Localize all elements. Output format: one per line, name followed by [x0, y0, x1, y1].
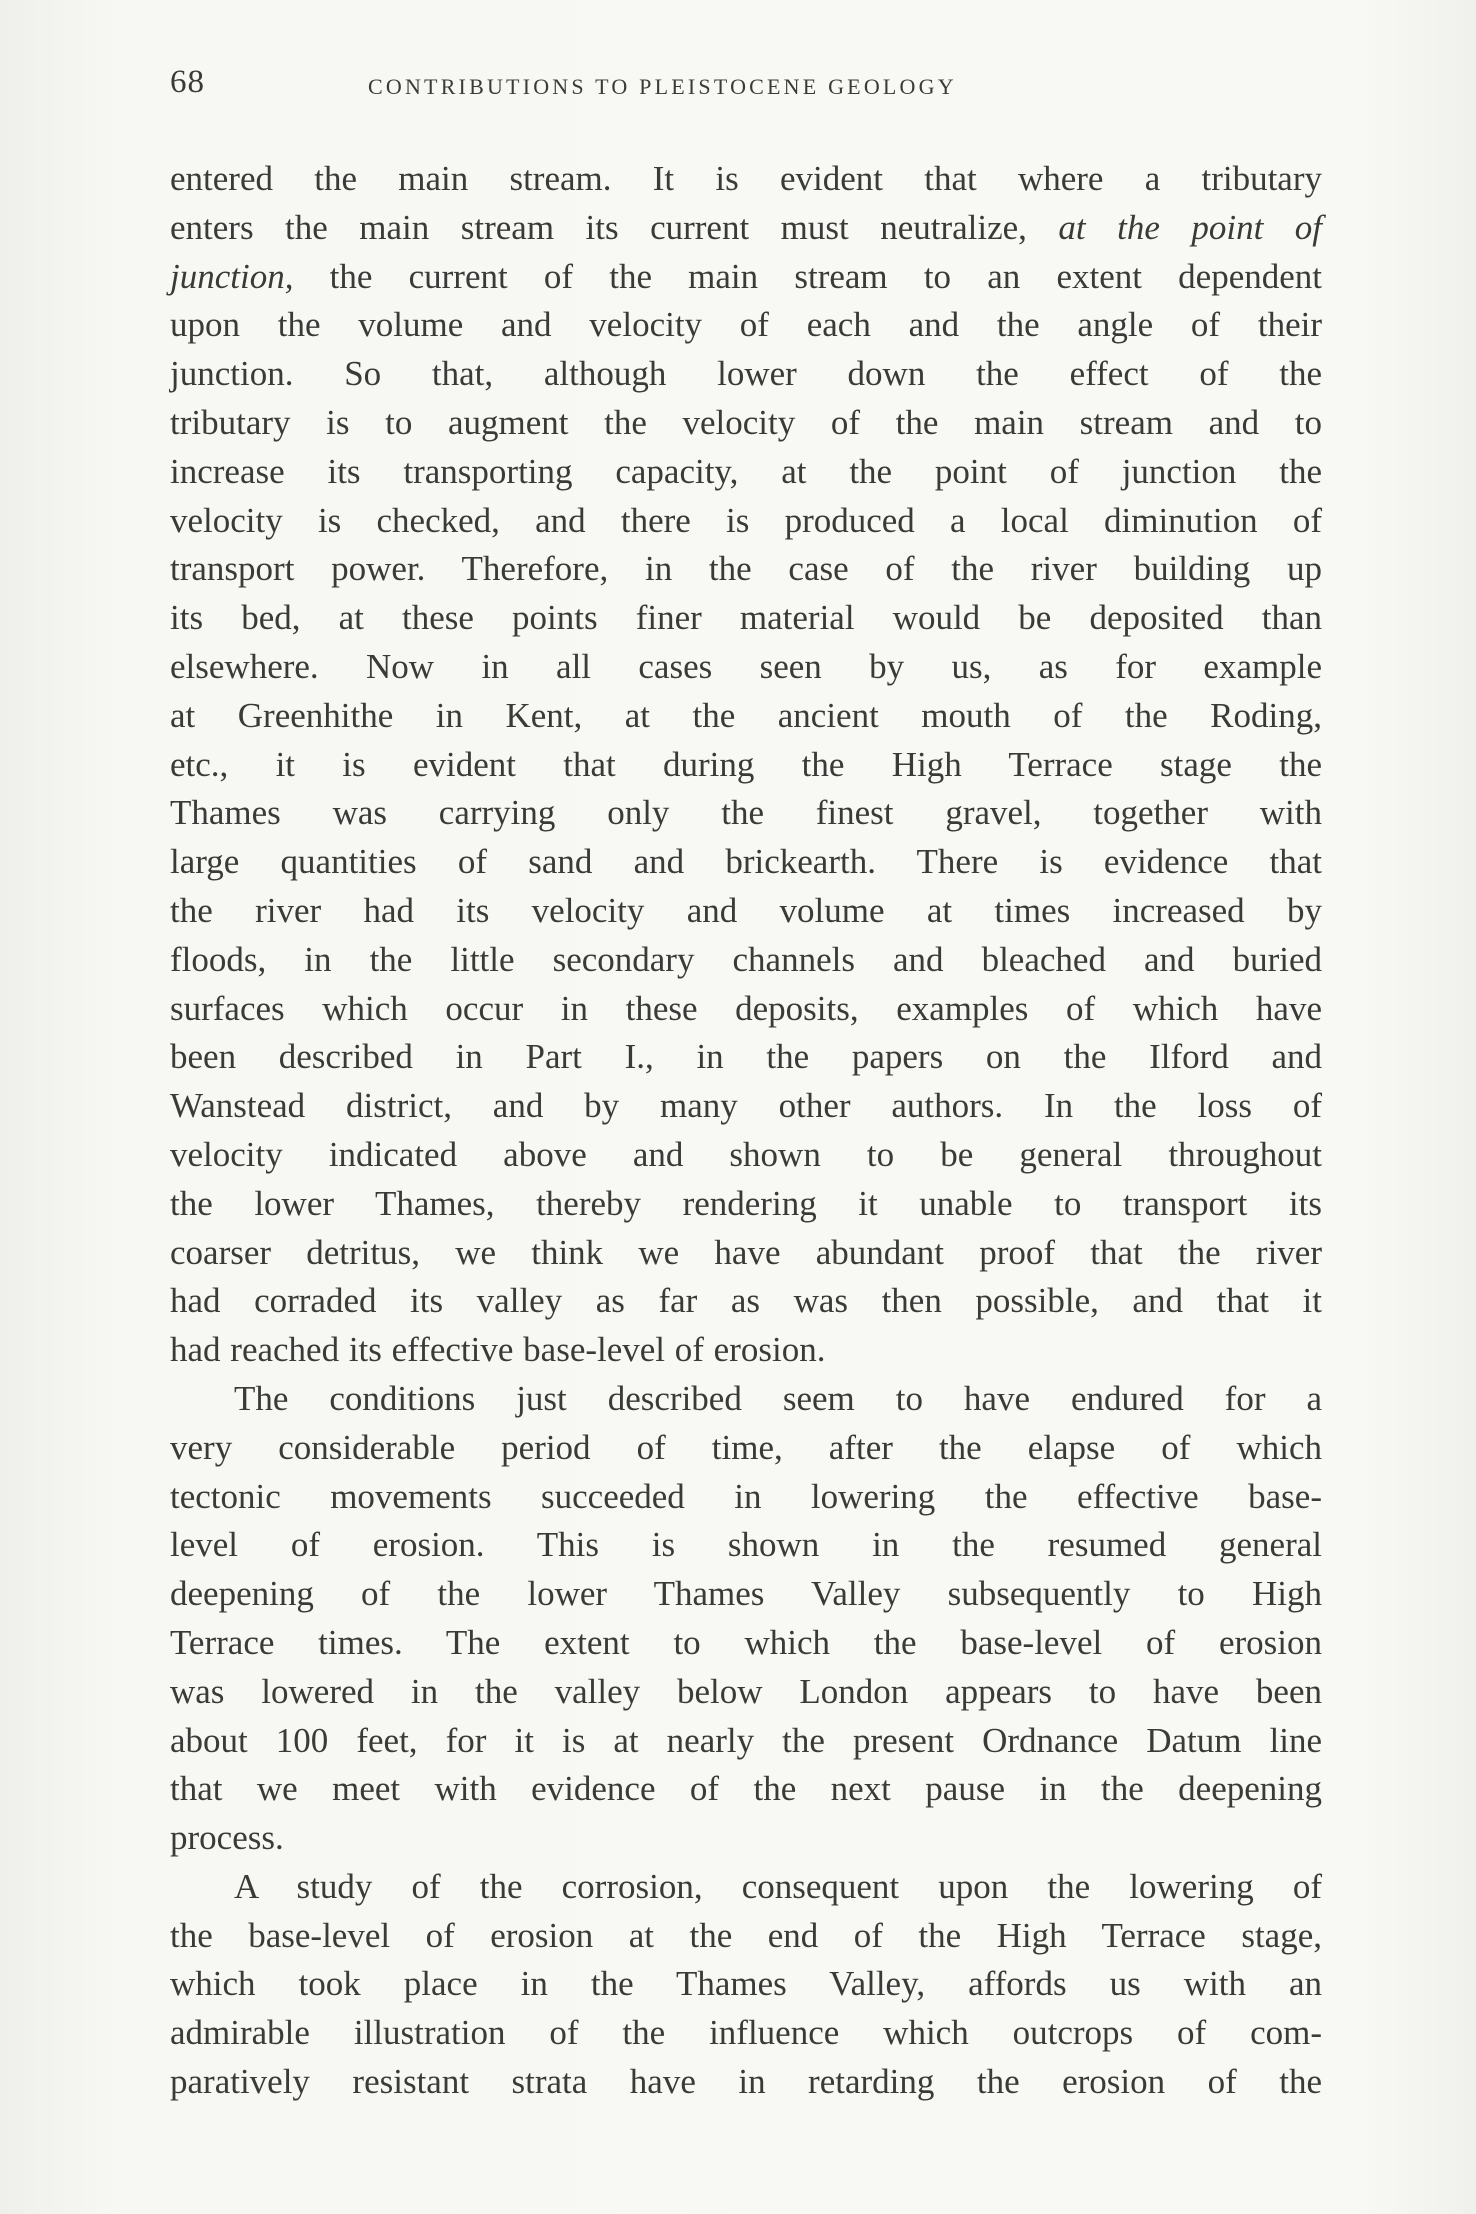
text-line: had reached its effective base-level of erosion.	[170, 1330, 826, 1370]
text-line: junction. So that, although lower down the effect of the	[170, 354, 1322, 394]
italic-phrase: junction,	[170, 256, 294, 296]
text-line: admirable illustration of the influence which outcrops of com-	[170, 2013, 1322, 2053]
text-line: at Greenhithe in Kent, at the ancient mouth of the Roding,	[170, 695, 1322, 735]
text-line: etc., it is evident that during the High Terrace stage the	[170, 744, 1322, 784]
text-line: very considerable period of time, after the elapse of which	[170, 1427, 1322, 1467]
text-line: was lowered in the valley below London appears to have been	[170, 1671, 1322, 1711]
text-line: about 100 feet, for it is at nearly the present Ordnance Datum line	[170, 1720, 1322, 1760]
paragraph-2	[170, 1375, 1322, 1863]
italic-phrase: at the point of	[1058, 207, 1323, 247]
text-span: the current of the main stream to an extent dependent	[329, 256, 1322, 296]
body-text	[170, 155, 1322, 2107]
text-line: tributary is to augment the velocity of the main stream and to	[170, 402, 1322, 442]
running-head-title: CONTRIBUTIONS TO PLEISTOCENE GEOLOGY	[368, 74, 957, 99]
text-line: entered the main stream. It is evident that where a tributary	[170, 159, 1322, 198]
text-line: process.	[170, 1818, 284, 1858]
text-line: coarser detritus, we think we have abundant proof that the river	[170, 1232, 1322, 1272]
text-line: transport power. Therefore, in the case of the river building up	[170, 549, 1322, 589]
text-line: the base-level of erosion at the end of the High Terrace stage,	[170, 1915, 1322, 1955]
text-line: upon the volume and velocity of each and the angle of their	[170, 305, 1322, 345]
text-line: Thames was carrying only the finest gravel, together with	[170, 793, 1322, 833]
text-line: elsewhere. Now in all cases seen by us, as for example	[170, 646, 1322, 686]
text-line: floods, in the little secondary channels and bleached and buried	[170, 939, 1322, 979]
text-line: large quantities of sand and brickearth. There is evidence that	[170, 842, 1322, 882]
text-line: its bed, at these points finer material would be deposited than	[170, 598, 1322, 638]
text-span: enters the main stream its current must neutralize,	[170, 207, 1027, 247]
text-line: that we meet with evidence of the next pause in the deepening	[170, 1769, 1322, 1809]
text-line	[170, 253, 1322, 302]
text-line: which took place in the Thames Valley, affords us with an	[170, 1964, 1322, 2004]
text-line: surfaces which occur in these deposits, examples of which have	[170, 988, 1322, 1028]
text-line: deepening of the lower Thames Valley subsequently to High	[170, 1574, 1322, 1614]
text-line	[170, 204, 1322, 253]
text-line: velocity indicated above and shown to be general throughout	[170, 1134, 1322, 1174]
text-line: The conditions just described seem to have endured for a	[234, 1378, 1322, 1418]
text-line: level of erosion. This is shown in the resumed general	[170, 1525, 1322, 1565]
text-line: the river had its velocity and volume at times increased by	[170, 890, 1322, 930]
page-number: 68	[170, 64, 205, 100]
text-line: tectonic movements succeeded in lowering the effective base-	[170, 1476, 1322, 1516]
running-head	[170, 64, 1320, 114]
text-line: Wanstead district, and by many other authors. In the loss of	[170, 1086, 1322, 1126]
paragraph-1	[170, 155, 1322, 1375]
text-line: increase its transporting capacity, at the point of junction the	[170, 451, 1322, 491]
text-line: Terrace times. The extent to which the base-level of erosion	[170, 1622, 1322, 1662]
text-line: had corraded its valley as far as was then possible, and that it	[170, 1281, 1322, 1321]
text-line: been described in Part I., in the papers on the Ilford and	[170, 1037, 1322, 1077]
text-line: A study of the corrosion, consequent upon the lowering of	[234, 1866, 1322, 1906]
text-line: paratively resistant strata have in retarding the erosion of the	[170, 2062, 1322, 2102]
text-line: the lower Thames, thereby rendering it unable to transport its	[170, 1183, 1322, 1223]
paragraph-3	[170, 1863, 1322, 2107]
text-line: velocity is checked, and there is produced a local diminution of	[170, 500, 1322, 540]
